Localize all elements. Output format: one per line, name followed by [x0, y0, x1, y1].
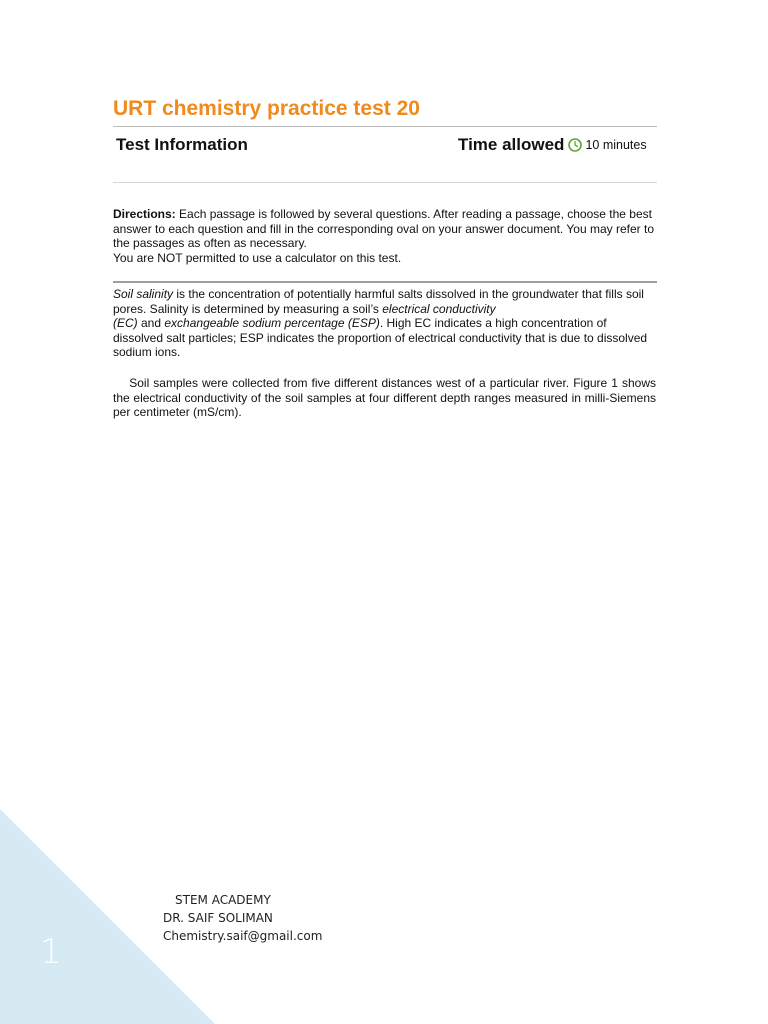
footer-email: Chemistry.saif@gmail.com	[163, 929, 323, 943]
footer-author: DR. SAIF SOLIMAN	[163, 911, 273, 925]
passage-text-1: is the concentration of potentially harmful salts dissolved in the groundwater that fills soil pores. Salinity is determined by measuring a soil’s	[113, 287, 644, 316]
passage-paragraph-2	[113, 376, 656, 420]
passage-text-4: Soil samples were collected from five different distances west of a particular river. Figure 1 shows the electrical conductivity of the soil samples at four different depth ranges measured in milli-Siemens per centimeter (mS/cm).	[113, 376, 656, 420]
document-title: URT chemistry practice test 20	[113, 97, 420, 120]
directions-text: Each passage is followed by several questions. After reading a passage, choose the best answer to each question and fill in the corresponding oval on your answer document. You may refer to the passages as often as necessary.	[113, 207, 654, 251]
footer-institution: STEM ACADEMY	[175, 893, 271, 907]
passage-paragraph-1	[113, 287, 656, 360]
passage-text-2: and	[137, 316, 165, 331]
term-soil-salinity: Soil salinity	[113, 287, 174, 301]
info-divider	[113, 182, 657, 183]
test-information-label: Test Information	[116, 135, 248, 154]
passage-indent	[113, 376, 129, 390]
directions-lead: Directions:	[113, 207, 176, 221]
title-divider	[113, 126, 657, 127]
calculator-note: You are NOT permitted to use a calculator on this test.	[113, 250, 402, 265]
time-allowed	[458, 135, 647, 155]
passage-text-3: . High EC indicates a high concentration of dissolved salt particles; ESP indicates the proportion of electrical conductivity that is due to dissolved sodium ions.	[113, 316, 648, 360]
clock-icon	[568, 138, 582, 152]
time-allowed-label: Time allowed	[458, 135, 565, 154]
footer	[163, 891, 322, 945]
term-ec-abbrev: (EC)	[113, 316, 138, 331]
passage-divider	[113, 281, 657, 283]
page-number: 1	[40, 932, 62, 972]
time-allowed-value: 10 minutes	[585, 138, 647, 152]
term-electrical-conductivity: electrical conductivity	[382, 301, 496, 316]
term-esp: exchangeable sodium percentage (ESP)	[164, 316, 380, 331]
directions-block	[113, 207, 656, 265]
